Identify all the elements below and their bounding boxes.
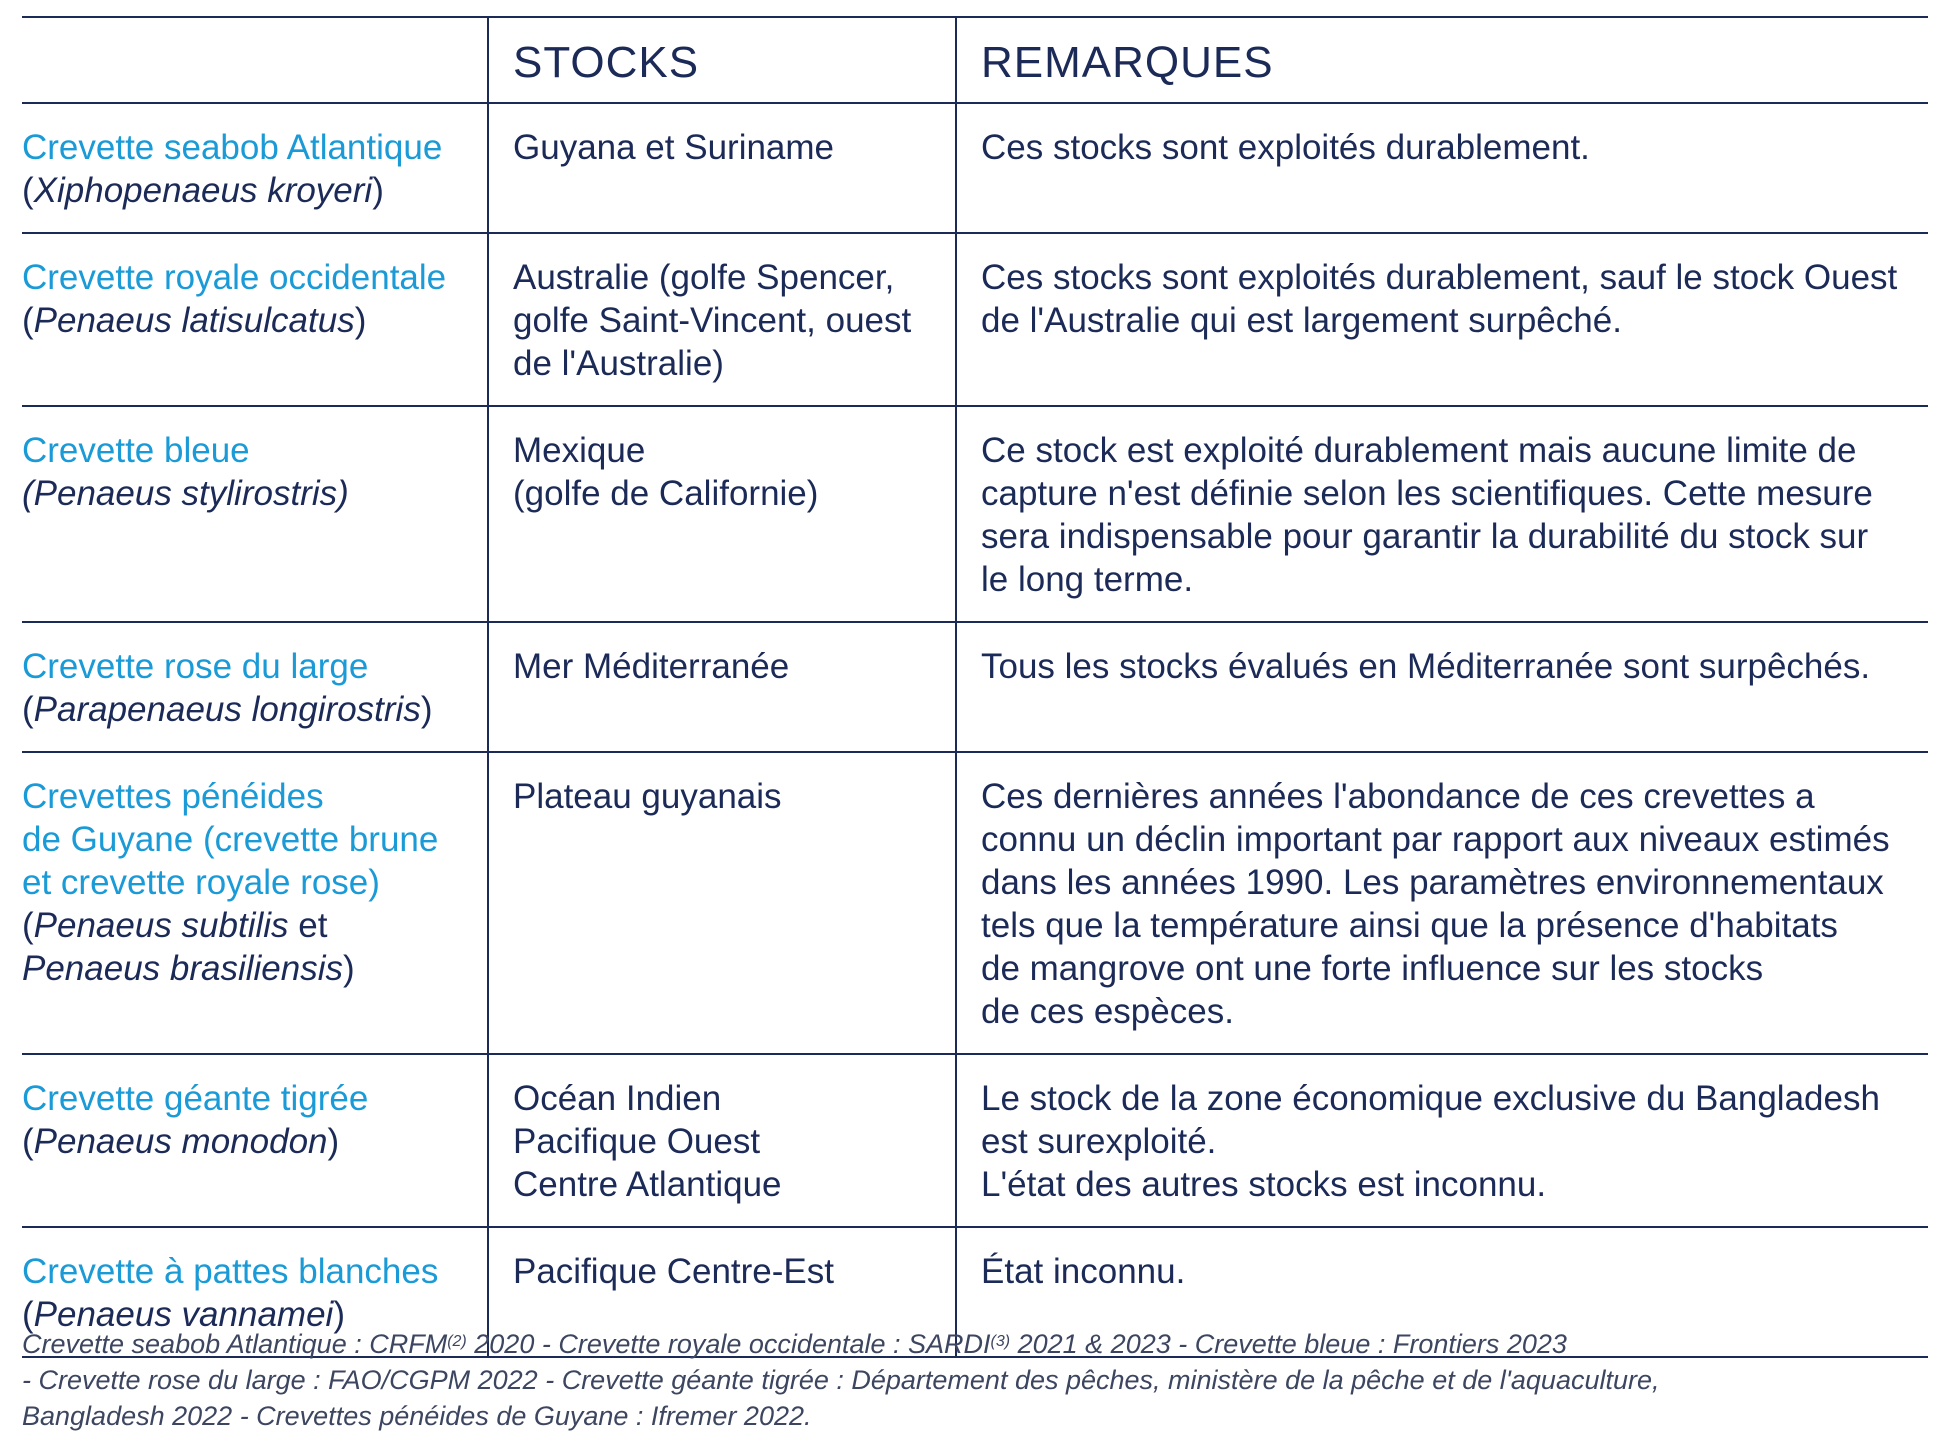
header-stocks: STOCKS xyxy=(488,17,956,103)
remark-line: Ces stocks sont exploités durablement, sauf le stock Ouest xyxy=(981,258,1898,297)
species-common-name: Crevette géante tigrée xyxy=(22,1079,369,1118)
species-common-name: Crevette royale occidentale xyxy=(22,258,447,297)
remark-line: dans les années 1990. Les paramètres environnementaux xyxy=(981,863,1884,902)
remark-line: Ce stock est exploité durablement mais aucune limite de xyxy=(981,431,1857,470)
table-row xyxy=(22,752,1928,1054)
table-header-row xyxy=(22,17,1928,103)
remark-line: de ces espèces. xyxy=(981,992,1234,1031)
species-cell xyxy=(22,1054,488,1227)
table-row xyxy=(22,1054,1928,1227)
species-cell xyxy=(22,233,488,406)
remarks-cell xyxy=(956,622,1928,752)
remark-line: le long terme. xyxy=(981,560,1194,599)
species-common-name: Crevette seabob Atlantique xyxy=(22,128,443,167)
species-scientific-name: Penaeus brasiliensis) xyxy=(22,949,355,988)
stock-line: Centre Atlantique xyxy=(513,1165,782,1204)
remark-line: tels que la température ainsi que la présence d'habitats xyxy=(981,906,1838,945)
stock-line: Pacifique Ouest xyxy=(513,1122,761,1161)
species-scientific-name: (Penaeus stylirostris) xyxy=(22,474,349,513)
remark-line: capture n'est définie selon les scientifiques. Cette mesure xyxy=(981,474,1873,513)
species-cell xyxy=(22,622,488,752)
footnote-line-1: Crevette seabob Atlantique : CRFM$^{(2)}$ 2020 - Crevette royale occidentale : SARDI$^{(3)}$ 2021 & 2023 - Crevette bleue : Frontiers 2023 xyxy=(22,1329,1567,1359)
remark-line: Tous les stocks évalués en Méditerranée sont surpêchés. xyxy=(981,647,1871,686)
stock-line: Plateau guyanais xyxy=(513,777,782,816)
header-remarks: REMARQUES xyxy=(956,17,1928,103)
stock-line: Mer Méditerranée xyxy=(513,647,790,686)
remark-line: connu un déclin important par rapport aux niveaux estimés xyxy=(981,820,1890,859)
table-row xyxy=(22,103,1928,233)
species-scientific-name: (Penaeus vannamei) xyxy=(22,1295,345,1334)
remark-line: de mangrove ont une forte influence sur les stocks xyxy=(981,949,1764,988)
remarks-cell xyxy=(956,406,1928,622)
remark-line: Ces dernières années l'abondance de ces crevettes a xyxy=(981,777,1815,816)
species-scientific-name: (Penaeus monodon) xyxy=(22,1122,340,1161)
source-footnote xyxy=(22,1326,1928,1434)
remark-line: Ces stocks sont exploités durablement. xyxy=(981,128,1590,167)
stock-line: Pacifique Centre-Est xyxy=(513,1252,834,1291)
species-common-name: Crevette à pattes blanches xyxy=(22,1252,439,1291)
stocks-cell xyxy=(488,233,956,406)
remark-line: L'état des autres stocks est inconnu. xyxy=(981,1165,1547,1204)
species-cell xyxy=(22,406,488,622)
remark-line: de l'Australie qui est largement surpêché. xyxy=(981,301,1622,340)
footnote-line-3: Bangladesh 2022 - Crevettes pénéides de Guyane : Ifremer 2022. xyxy=(22,1401,812,1431)
species-cell xyxy=(22,103,488,233)
remarks-cell xyxy=(956,103,1928,233)
remark-line: sera indispensable pour garantir la durabilité du stock sur xyxy=(981,517,1869,556)
remark-line: État inconnu. xyxy=(981,1252,1186,1291)
header-species xyxy=(22,17,488,103)
species-scientific-name: (Xiphopenaeus kroyeri) xyxy=(22,171,384,210)
species-table-wrapper xyxy=(22,16,1928,1358)
stock-line: Océan Indien xyxy=(513,1079,722,1118)
stocks-cell xyxy=(488,103,956,233)
table-row xyxy=(22,622,1928,752)
species-scientific-name: (Penaeus subtilis et xyxy=(22,906,328,945)
stock-line: Australie (golfe Spencer, xyxy=(513,258,895,297)
species-scientific-name: (Penaeus latisulcatus) xyxy=(22,301,367,340)
stocks-cell xyxy=(488,1054,956,1227)
table-body xyxy=(22,103,1928,1357)
table-row xyxy=(22,233,1928,406)
species-common-name: Crevettes pénéides xyxy=(22,777,324,816)
remarks-cell xyxy=(956,752,1928,1054)
remark-line: est surexploité. xyxy=(981,1122,1217,1161)
species-scientific-name: (Parapenaeus longirostris) xyxy=(22,690,433,729)
stock-line: de l'Australie) xyxy=(513,344,724,383)
stocks-cell xyxy=(488,622,956,752)
remark-line: Le stock de la zone économique exclusive du Bangladesh xyxy=(981,1079,1880,1118)
stocks-cell xyxy=(488,752,956,1054)
species-common-name: et crevette royale rose) xyxy=(22,863,380,902)
species-common-name: de Guyane (crevette brune xyxy=(22,820,439,859)
remarks-cell xyxy=(956,1054,1928,1227)
stock-line: Mexique xyxy=(513,431,646,470)
stock-line: (golfe de Californie) xyxy=(513,474,819,513)
species-common-name: Crevette rose du large xyxy=(22,647,369,686)
stocks-cell xyxy=(488,406,956,622)
species-stock-table xyxy=(22,16,1928,1358)
stock-line: Guyana et Suriname xyxy=(513,128,835,167)
remarks-cell xyxy=(956,233,1928,406)
footnote-line-2: - Crevette rose du large : FAO/CGPM 2022 - Crevette géante tigrée : Département des pêches, ministère de la pêche et de l'aquaculture, xyxy=(22,1365,1660,1395)
stock-line: golfe Saint-Vincent, ouest xyxy=(513,301,912,340)
species-cell xyxy=(22,752,488,1054)
species-common-name: Crevette bleue xyxy=(22,431,250,470)
table-row xyxy=(22,406,1928,622)
